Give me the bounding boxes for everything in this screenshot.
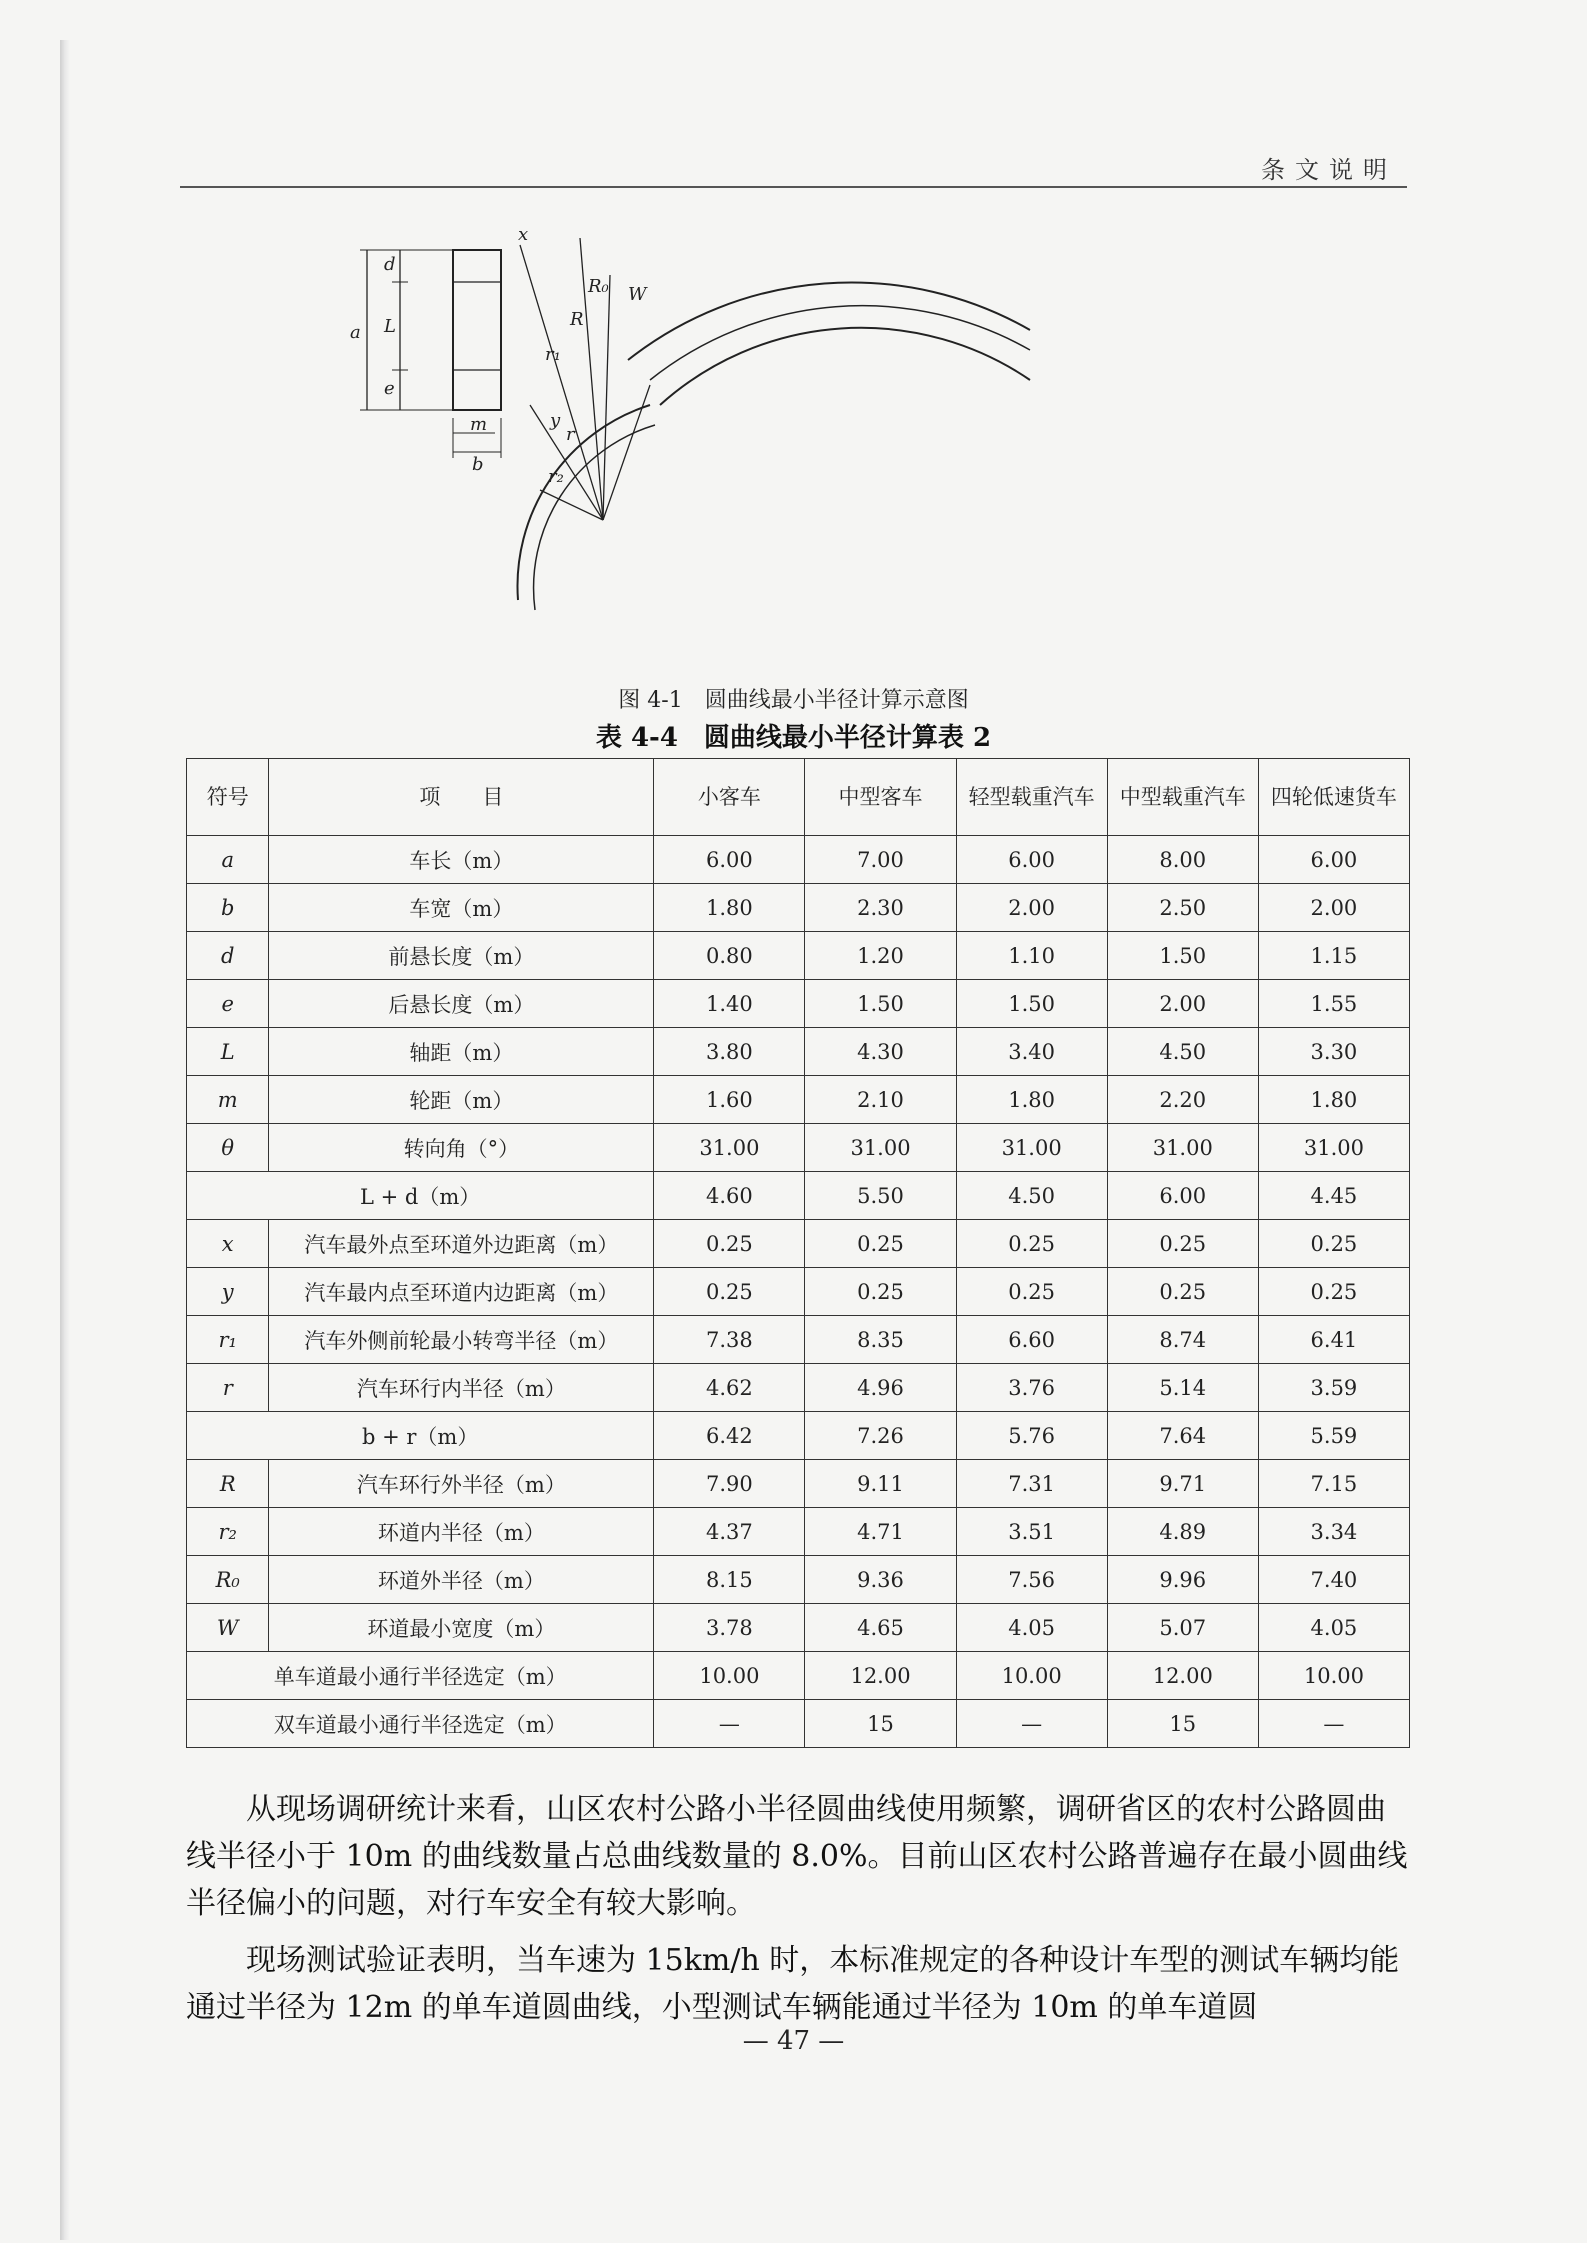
- value-cell: 1.50: [805, 980, 956, 1028]
- value-cell: 8.00: [1107, 836, 1258, 884]
- value-cell: 0.25: [1258, 1268, 1409, 1316]
- label-W: W: [628, 284, 647, 305]
- value-cell: —: [654, 1700, 805, 1748]
- table-row: [187, 1172, 1410, 1220]
- value-cell: 9.96: [1107, 1556, 1258, 1604]
- value-cell: 1.80: [654, 884, 805, 932]
- value-cell: 31.00: [654, 1124, 805, 1172]
- value-cell: 4.30: [805, 1028, 956, 1076]
- merged-item-cell: b + r（m）: [187, 1412, 654, 1460]
- vehicle-inner-path-arc: [534, 425, 655, 610]
- value-cell: 0.25: [805, 1220, 956, 1268]
- item-cell: 汽车环行内半径（m）: [269, 1364, 654, 1412]
- header-item: 项 目: [269, 759, 654, 836]
- value-cell: 1.50: [956, 980, 1107, 1028]
- table-row: [187, 1412, 1410, 1460]
- item-cell: 后悬长度（m）: [269, 980, 654, 1028]
- label-e: e: [384, 378, 395, 399]
- value-cell: 3.80: [654, 1028, 805, 1076]
- table-row: [187, 980, 1410, 1028]
- value-cell: 1.55: [1258, 980, 1409, 1028]
- value-cell: 31.00: [1107, 1124, 1258, 1172]
- value-cell: 31.00: [805, 1124, 956, 1172]
- value-cell: 6.00: [654, 836, 805, 884]
- value-cell: 10.00: [1258, 1652, 1409, 1700]
- value-cell: 0.25: [654, 1220, 805, 1268]
- table-row: [187, 1076, 1410, 1124]
- value-cell: 0.25: [654, 1268, 805, 1316]
- value-cell: 0.25: [1258, 1220, 1409, 1268]
- radius-line-R0: [603, 275, 610, 520]
- item-cell: 汽车最内点至环道内边距离（m）: [269, 1268, 654, 1316]
- label-d: d: [384, 254, 396, 275]
- item-cell: 环道最小宽度（m）: [269, 1604, 654, 1652]
- value-cell: 3.76: [956, 1364, 1107, 1412]
- value-cell: 2.50: [1107, 884, 1258, 932]
- label-r: r: [566, 424, 575, 445]
- table-row: [187, 1268, 1410, 1316]
- value-cell: 1.10: [956, 932, 1107, 980]
- label-r1: r₁: [545, 344, 561, 365]
- figure-4-1: [350, 224, 960, 670]
- table-row: [187, 1700, 1410, 1748]
- symbol-cell: b: [187, 884, 269, 932]
- value-cell: 3.34: [1258, 1508, 1409, 1556]
- value-cell: 0.25: [956, 1220, 1107, 1268]
- value-cell: 6.00: [956, 836, 1107, 884]
- value-cell: 0.25: [805, 1268, 956, 1316]
- value-cell: 15: [805, 1700, 956, 1748]
- value-cell: 6.00: [1258, 836, 1409, 884]
- table-row: [187, 1316, 1410, 1364]
- value-cell: 6.41: [1258, 1316, 1409, 1364]
- value-cell: 4.96: [805, 1364, 956, 1412]
- value-cell: 4.50: [1107, 1028, 1258, 1076]
- label-x: x: [518, 224, 529, 245]
- symbol-cell: r₂: [187, 1508, 269, 1556]
- table-row: [187, 1508, 1410, 1556]
- merged-item-cell: L + d（m）: [187, 1172, 654, 1220]
- value-cell: 9.11: [805, 1460, 956, 1508]
- symbol-cell: L: [187, 1028, 269, 1076]
- value-cell: 2.00: [956, 884, 1107, 932]
- table-header-row: [187, 759, 1410, 836]
- label-r2: r₂: [548, 466, 564, 487]
- value-cell: 0.25: [1107, 1268, 1258, 1316]
- value-cell: 10.00: [956, 1652, 1107, 1700]
- symbol-cell: R: [187, 1460, 269, 1508]
- value-cell: 9.36: [805, 1556, 956, 1604]
- symbol-cell: x: [187, 1220, 269, 1268]
- label-R: R: [570, 309, 584, 330]
- symbol-cell: a: [187, 836, 269, 884]
- value-cell: 4.65: [805, 1604, 956, 1652]
- value-cell: 5.76: [956, 1412, 1107, 1460]
- item-cell: 车长（m）: [269, 836, 654, 884]
- value-cell: 1.60: [654, 1076, 805, 1124]
- value-cell: 10.00: [654, 1652, 805, 1700]
- item-cell: 环道内半径（m）: [269, 1508, 654, 1556]
- value-cell: —: [1258, 1700, 1409, 1748]
- value-cell: 4.62: [654, 1364, 805, 1412]
- header-symbol: 符号: [187, 759, 269, 836]
- symbol-cell: R₀: [187, 1556, 269, 1604]
- paragraph-survey: 从现场调研统计来看，山区农村公路小半径圆曲线使用频繁，调研省区的农村公路圆曲线半径小于 10m 的曲线数量占总曲线数量的 8.0%。目前山区农村公路普遍存在最小圆曲线半径偏小的问题，对行车安全有较大影响。: [186, 1792, 1408, 1921]
- symbol-cell: r₁: [187, 1316, 269, 1364]
- page-number: — 47 —: [742, 2026, 845, 2056]
- symbol-cell: d: [187, 932, 269, 980]
- value-cell: 7.00: [805, 836, 956, 884]
- merged-item-cell: 双车道最小通行半径选定（m）: [187, 1700, 654, 1748]
- value-cell: 4.89: [1107, 1508, 1258, 1556]
- label-a: a: [350, 322, 361, 343]
- symbol-cell: W: [187, 1604, 269, 1652]
- item-cell: 轴距（m）: [269, 1028, 654, 1076]
- table-row: [187, 836, 1410, 884]
- value-cell: 12.00: [805, 1652, 956, 1700]
- value-cell: 1.15: [1258, 932, 1409, 980]
- value-cell: 2.00: [1107, 980, 1258, 1028]
- header-small-car: 小客车: [654, 759, 805, 836]
- value-cell: 4.60: [654, 1172, 805, 1220]
- value-cell: 7.15: [1258, 1460, 1409, 1508]
- table-row: [187, 1556, 1410, 1604]
- item-cell: 前悬长度（m）: [269, 932, 654, 980]
- value-cell: 3.51: [956, 1508, 1107, 1556]
- value-cell: 1.80: [1258, 1076, 1409, 1124]
- item-cell: 汽车环行外半径（m）: [269, 1460, 654, 1508]
- value-cell: 3.40: [956, 1028, 1107, 1076]
- label-y: y: [550, 410, 561, 431]
- value-cell: 31.00: [1258, 1124, 1409, 1172]
- merged-item-cell: 单车道最小通行半径选定（m）: [187, 1652, 654, 1700]
- value-cell: 4.37: [654, 1508, 805, 1556]
- value-cell: 4.71: [805, 1508, 956, 1556]
- value-cell: 5.59: [1258, 1412, 1409, 1460]
- item-cell: 车宽（m）: [269, 884, 654, 932]
- value-cell: 6.42: [654, 1412, 805, 1460]
- value-cell: 2.20: [1107, 1076, 1258, 1124]
- value-cell: 1.20: [805, 932, 956, 980]
- turning-radius-diagram: [350, 224, 960, 670]
- value-cell: 2.30: [805, 884, 956, 932]
- book-spine-shadow: [60, 40, 70, 2240]
- header-medium-truck: 中型载重汽车: [1107, 759, 1258, 836]
- value-cell: 7.31: [956, 1460, 1107, 1508]
- header-low-speed-truck: 四轮低速货车: [1258, 759, 1409, 836]
- header-medium-bus: 中型客车: [805, 759, 956, 836]
- table-row: [187, 1220, 1410, 1268]
- item-cell: 汽车最外点至环道外边距离（m）: [269, 1220, 654, 1268]
- vehicle-outline: [453, 250, 501, 410]
- value-cell: 8.74: [1107, 1316, 1258, 1364]
- item-cell: 轮距（m）: [269, 1076, 654, 1124]
- value-cell: 7.90: [654, 1460, 805, 1508]
- value-cell: 4.05: [1258, 1604, 1409, 1652]
- running-head: 条文说明: [1261, 156, 1397, 184]
- table-row: [187, 1652, 1410, 1700]
- item-cell: 环道外半径（m）: [269, 1556, 654, 1604]
- value-cell: 2.00: [1258, 884, 1409, 932]
- value-cell: 3.59: [1258, 1364, 1409, 1412]
- radius-line-W: [603, 385, 650, 520]
- table-row: [187, 1028, 1410, 1076]
- value-cell: 7.26: [805, 1412, 956, 1460]
- value-cell: 1.40: [654, 980, 805, 1028]
- label-m: m: [470, 414, 488, 435]
- table-row: [187, 1604, 1410, 1652]
- item-cell: 转向角（°）: [269, 1124, 654, 1172]
- value-cell: 7.38: [654, 1316, 805, 1364]
- table-title: 表 4-4 圆曲线最小半径计算表 2: [595, 723, 992, 753]
- value-cell: 9.71: [1107, 1460, 1258, 1508]
- paragraph-field-test: 现场测试验证表明，当车速为 15km/h 时，本标准规定的各种设计车型的测试车辆均能通过半径为 12m 的单车道圆曲线，小型测试车辆能通过半径为 10m 的单车道圆: [186, 1943, 1400, 2025]
- symbol-cell: y: [187, 1268, 269, 1316]
- value-cell: 31.00: [956, 1124, 1107, 1172]
- table-row: [187, 1124, 1410, 1172]
- header-light-truck: 轻型载重汽车: [956, 759, 1107, 836]
- header-rule: [180, 186, 1407, 188]
- symbol-cell: θ: [187, 1124, 269, 1172]
- value-cell: 7.56: [956, 1556, 1107, 1604]
- item-cell: 汽车外侧前轮最小转弯半径（m）: [269, 1316, 654, 1364]
- value-cell: 0.25: [956, 1268, 1107, 1316]
- value-cell: —: [956, 1700, 1107, 1748]
- symbol-cell: r: [187, 1364, 269, 1412]
- value-cell: 2.10: [805, 1076, 956, 1124]
- value-cell: 1.50: [1107, 932, 1258, 980]
- value-cell: 5.50: [805, 1172, 956, 1220]
- label-b: b: [472, 454, 484, 475]
- value-cell: 4.50: [956, 1172, 1107, 1220]
- table-row: [187, 932, 1410, 980]
- table-row: [187, 884, 1410, 932]
- value-cell: 8.15: [654, 1556, 805, 1604]
- value-cell: 4.05: [956, 1604, 1107, 1652]
- value-cell: 8.35: [805, 1316, 956, 1364]
- value-cell: 7.40: [1258, 1556, 1409, 1604]
- value-cell: 0.25: [1107, 1220, 1258, 1268]
- table-body: [187, 836, 1410, 1748]
- value-cell: 6.00: [1107, 1172, 1258, 1220]
- label-R0: R₀: [588, 276, 609, 297]
- table-row: [187, 1364, 1410, 1412]
- label-L: L: [384, 316, 396, 337]
- value-cell: 7.64: [1107, 1412, 1258, 1460]
- radius-calculation-table: [186, 758, 1410, 1748]
- vehicle-outer-path-arc: [650, 306, 1030, 380]
- value-cell: 15: [1107, 1700, 1258, 1748]
- symbol-cell: e: [187, 980, 269, 1028]
- value-cell: 4.45: [1258, 1172, 1409, 1220]
- table-row: [187, 1460, 1410, 1508]
- value-cell: 6.60: [956, 1316, 1107, 1364]
- value-cell: 3.30: [1258, 1028, 1409, 1076]
- value-cell: 5.14: [1107, 1364, 1258, 1412]
- value-cell: 0.80: [654, 932, 805, 980]
- value-cell: 3.78: [654, 1604, 805, 1652]
- symbol-cell: m: [187, 1076, 269, 1124]
- value-cell: 12.00: [1107, 1652, 1258, 1700]
- value-cell: 1.80: [956, 1076, 1107, 1124]
- value-cell: 5.07: [1107, 1604, 1258, 1652]
- figure-caption: 图 4-1 圆曲线最小半径计算示意图: [618, 688, 969, 713]
